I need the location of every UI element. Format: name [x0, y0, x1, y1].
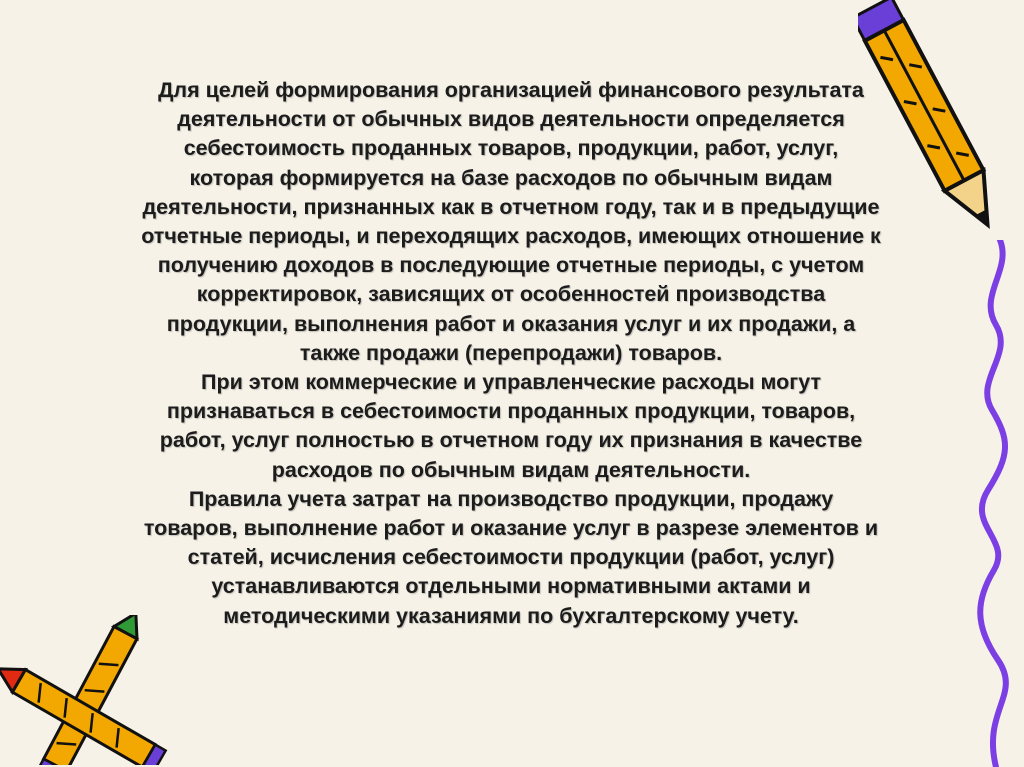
text-line: себестоимость проданных товаров, продукции, работ, услуг, [183, 136, 839, 161]
squiggle-line [960, 240, 1024, 767]
text-line: признаваться в себестоимости проданных продукции, товаров, [166, 399, 856, 424]
text-line: деятельности, признанных как в отчетном году, так и в предыдущие [142, 194, 880, 219]
text-line: отчетные периоды, и переходящих расходов, имеющих отношение к [141, 224, 881, 249]
text-line: корректировок, зависящих от особенностей производства [196, 282, 826, 307]
body-text [58, 76, 964, 631]
text-line: также продажи (перепродажи) товаров. [299, 340, 723, 365]
text-line: товаров, выполнение работ и оказание услуг в разрезе элементов и [143, 516, 879, 541]
text-line: Для целей формирования организацией финансового результата [158, 78, 864, 102]
paragraph-3 [58, 485, 964, 631]
text-line: продукции, выполнения работ и оказания услуг и их продажи, а [166, 311, 856, 336]
text-line: которая формируется на базе расходов по обычным видам [189, 165, 833, 190]
text-line: расходов по обычным видам деятельности. [271, 457, 751, 482]
text-line: статей, исчисления себестоимости продукции (работ, услуг) [187, 545, 835, 570]
text-line: При этом коммерческие и управленческие расходы могут [200, 370, 822, 395]
text-line: методическими указаниями по бухгалтерскому учету. [223, 603, 799, 628]
pencils-icon [0, 615, 180, 765]
text-line: Правила учета затрат на производство продукции, продажу [188, 486, 834, 511]
text-line: получению доходов в последующие отчетные периоды, с учетом [157, 253, 865, 278]
paragraph-1 [58, 76, 964, 368]
text-line: деятельности от обычных видов деятельности определяется [177, 107, 845, 132]
text-line: работ, услуг полностью в отчетном году их признания в качестве [159, 428, 863, 453]
text-line: устанавливаются отдельными нормативными актами и [211, 574, 811, 599]
paragraph-2 [58, 368, 964, 485]
